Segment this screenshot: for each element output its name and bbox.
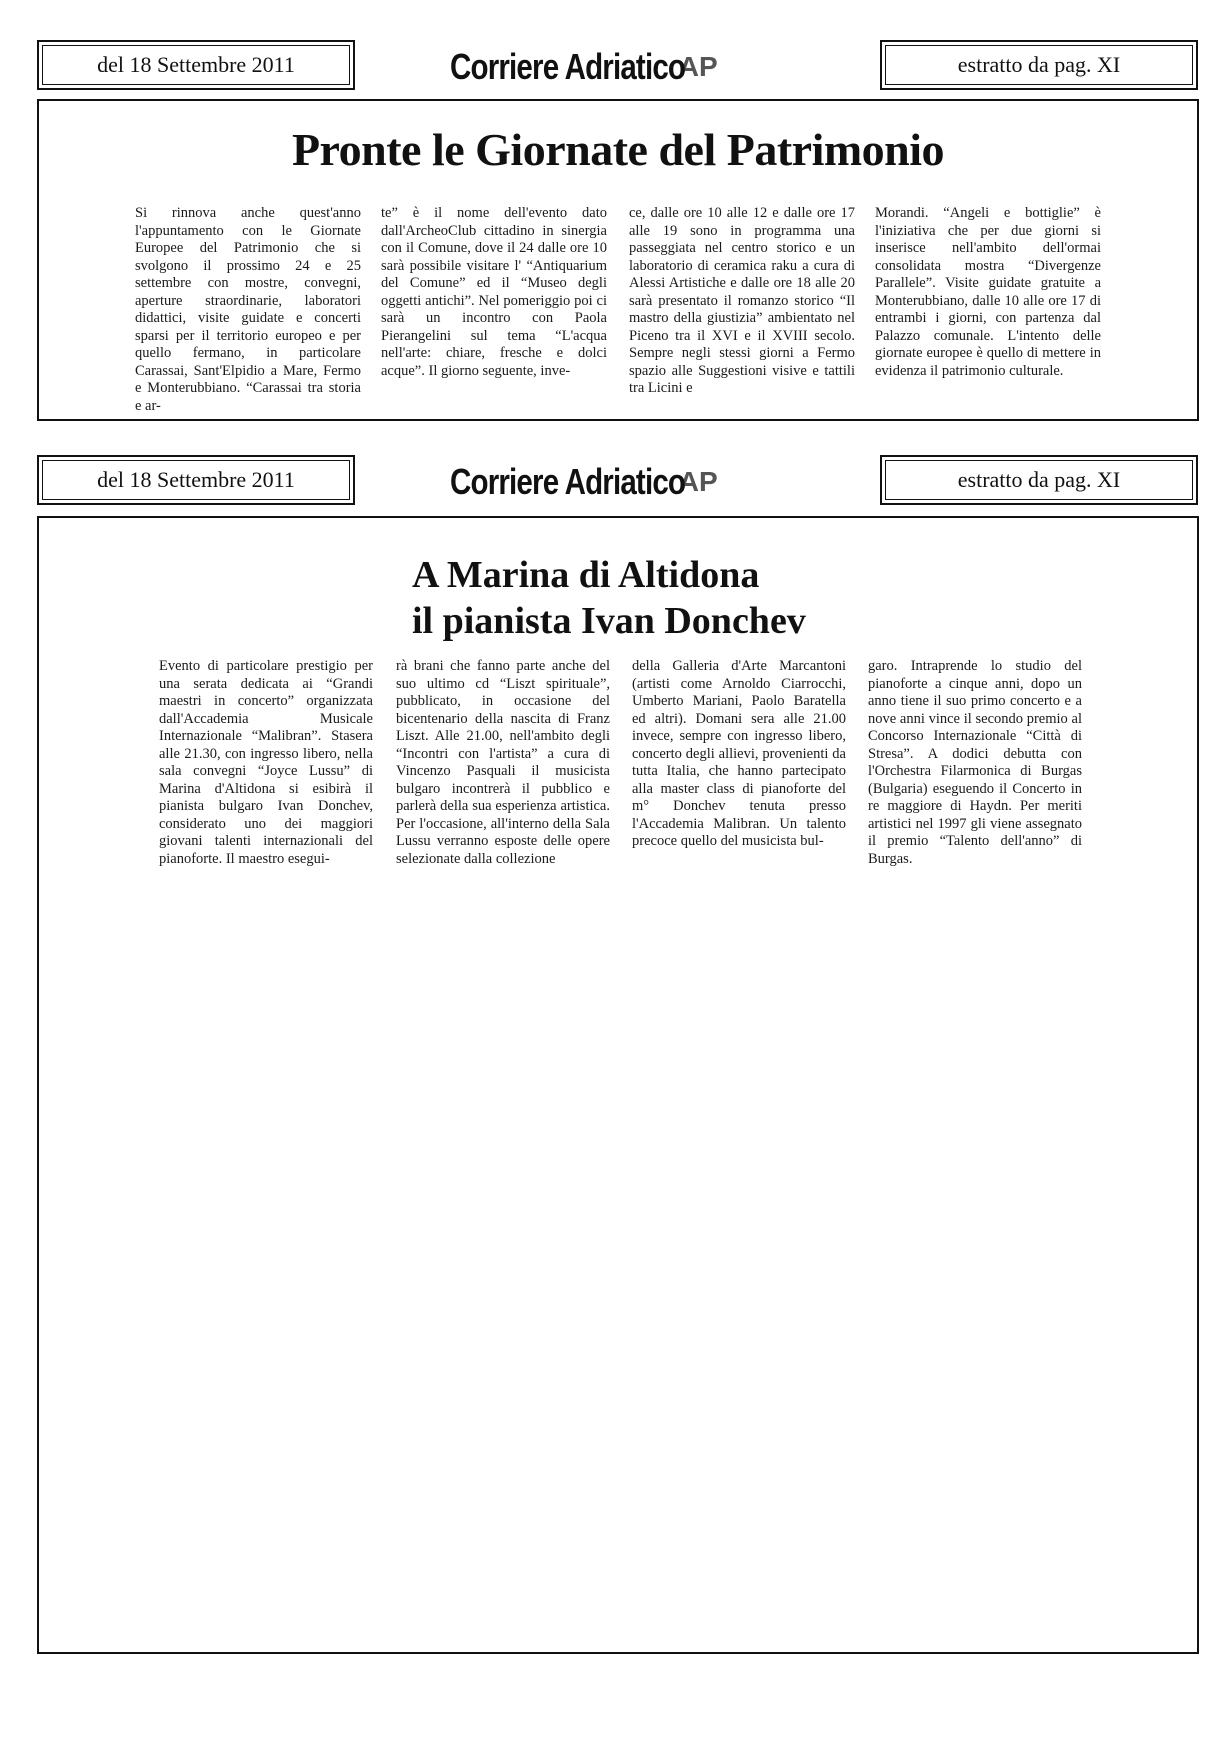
article-column: Si rinnova anche quest'anno l'appuntamento con le Giornate Europee del Patrimonio che si svolgono il prossimo 24 e 25 settembre con mostre, convegni, aperture straordinarie, laboratori didattici, visite guidate e concerti sparsi per il territorio europeo e per quello fermano, in particolare Carassai, Sant'Elpidio a Mare, Fermo e Monterubbiano. “Carassai tra storia e ar- bbox=[135, 205, 361, 414]
page-ref-box: estratto da pag. XI bbox=[880, 40, 1198, 90]
article-column: Morandi. “Angeli e bottiglie” è l'iniziativa che per due giorni si inserisce nell'ambito dell'ormai consolidata mostra “Divergenze Parallele”. Visite guidate gratuite a Monterubbiano, dalle 10 alle ore 17 di entrambi i giorni, con partenza dal Palazzo comunale. L'intento delle giornate europee è quello di mettere in evidenza il patrimonio culturale. bbox=[875, 205, 1101, 379]
masthead bbox=[450, 457, 718, 507]
article-column: ce, dalle ore 10 alle 12 e dalle ore 17 alle 19 sono in programma una passeggiata nel centro storico e un laboratorio di ceramica raku a cura di Alessi Artistiche e dalle ore 18 alle 20 sarà presentato il romanzo storico “Il mastro della giustizia” ambientato nel Piceno tra il XVI e il XVIII secolo. Sempre negli stessi giorni a Fermo spazio alle Suggestioni visive e tattili tra Licini e bbox=[629, 205, 855, 396]
page-ref-box: estratto da pag. XI bbox=[880, 455, 1198, 505]
headline-line: A Marina di Altidona bbox=[412, 554, 760, 596]
masthead-logo: Corriere Adriatico bbox=[450, 46, 686, 87]
clip-header bbox=[0, 455, 1232, 513]
article-clip bbox=[37, 99, 1199, 421]
clip-header bbox=[0, 40, 1232, 98]
headline-line: il pianista Ivan Donchev bbox=[412, 600, 806, 642]
date-box: del 18 Settembre 2011 bbox=[37, 455, 355, 505]
article-column: rà brani che fanno parte anche del suo ultimo cd “Liszt spirituale”, pubblicato, in occasione del bicentenario della nascita di Franz Liszt. Alle 21.00, nell'ambito degli “Incontri con l'artista” a cura di Vincenzo Pasquali il musicista bulgaro incontrerà il pubblico e parlerà della sua esperienza artistica. Per l'occasione, all'interno della Sala Lussu verranno esposte delle opere selezionate dalla collezione bbox=[396, 658, 610, 867]
article-column: Evento di particolare prestigio per una serata dedicata ai “Grandi maestri in concerto” organizzata dall'Accademia Musicale Internazionale “Malibran”. Stasera alle 21.30, con ingresso libero, nella sala convegni “Joyce Lussu” di Marina d'Altidona si esibirà il pianista bulgaro Ivan Donchev, considerato uno dei maggiori giovani talenti internazionali del pianoforte. Il maestro esegui- bbox=[159, 658, 373, 867]
masthead-logo: Corriere Adriatico bbox=[450, 461, 686, 502]
article-clip bbox=[37, 516, 1199, 1654]
headline bbox=[412, 552, 806, 644]
date-box: del 18 Settembre 2011 bbox=[37, 40, 355, 90]
article-column: della Galleria d'Arte Marcantoni (artisti come Arnoldo Ciarrocchi, Umberto Mariani, Paolo Baratella ed altri). Domani sera alle 21.00 invece, sempre con ingresso libero, concerto degli allievi, provenienti da tutta Italia, che hanno partecipato alla master class di pianoforte del m° Donchev tenuta presso l'Accademia Malibran. Un talento precoce quello del musicista bul- bbox=[632, 658, 846, 849]
headline: Pronte le Giornate del Patrimonio bbox=[291, 124, 945, 175]
article-column: te” è il nome dell'evento dato dall'ArcheoClub cittadino in sinergia con il Comune, dove il 24 dalle ore 10 sarà possibile visitare l' “Antiquarium del Comune” ed il “Museo degli oggetti antichi”. Nel pomeriggio poi ci sarà un incontro con Paola Pierangelini sul tema “L'acqua nell'arte: chiare, fresche e dolci acque”. Il giorno seguente, inve- bbox=[381, 205, 607, 379]
article-column: garo. Intraprende lo studio del pianoforte a cinque anni, dopo un anno tiene il suo primo concerto e a nove anni vince il secondo premio al Concorso Internazionale “Città di Stresa”. A dodici debutta con l'Orchestra Filarmonica di Burgas (Bulgaria) eseguendo il Concerto in re maggiore di Haydn. Per meriti artistici nel 1997 gli viene assegnato il premio “Talento dell'anno” di Burgas. bbox=[868, 658, 1082, 867]
edition-tag: AP bbox=[678, 466, 718, 497]
masthead bbox=[450, 42, 718, 92]
edition-tag: AP bbox=[678, 51, 718, 82]
